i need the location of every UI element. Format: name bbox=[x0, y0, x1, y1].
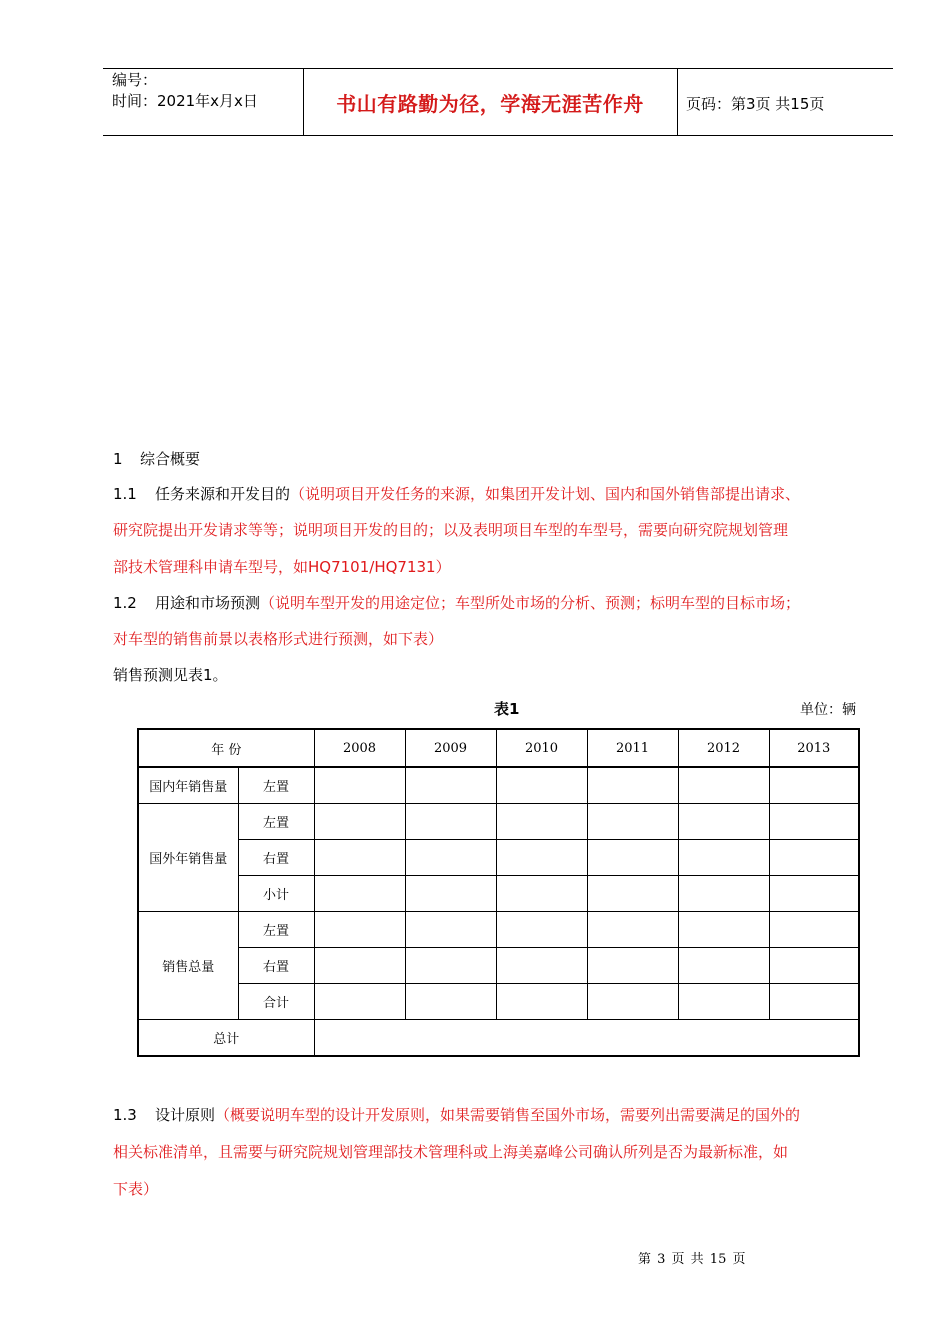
row-group-label: 国内年销售量 bbox=[138, 767, 238, 804]
year-cell: 2013 bbox=[769, 729, 859, 767]
table-row bbox=[138, 912, 859, 948]
data-cell bbox=[496, 804, 587, 840]
grand-total-label: 总计 bbox=[138, 1020, 314, 1057]
table-row bbox=[138, 804, 859, 840]
section-1-1-line-1 bbox=[113, 483, 800, 504]
section-1-3-line-1 bbox=[113, 1104, 800, 1125]
data-cell bbox=[405, 912, 496, 948]
year-cell: 2011 bbox=[587, 729, 678, 767]
header-meta bbox=[112, 70, 258, 112]
row-group-label: 销售总量 bbox=[138, 912, 238, 1020]
header-divider-right bbox=[677, 69, 678, 136]
section-1-3-note-3: 下表） bbox=[113, 1180, 159, 1198]
table-caption: 表1 bbox=[494, 700, 520, 718]
table-row bbox=[138, 1020, 859, 1057]
section-1-1-number: 1.1 bbox=[113, 485, 137, 503]
data-cell bbox=[769, 804, 859, 840]
section-1-2-title: 用途和市场预测 bbox=[155, 594, 261, 612]
section-1-2-note-2: 对车型的销售前景以表格形式进行预测，如下表） bbox=[113, 630, 444, 648]
data-cell bbox=[769, 876, 859, 912]
data-cell bbox=[405, 804, 496, 840]
section-1-1-note-3: 部技术管理科申请车型号，如HQ7101/HQ7131） bbox=[113, 558, 451, 576]
section-1-2-note-1: （说明车型开发的用途定位；车型所处市场的分析、预测；标明车型的目标市场； bbox=[260, 594, 801, 612]
data-cell bbox=[678, 876, 769, 912]
data-cell bbox=[405, 767, 496, 804]
row-sub-label: 左置 bbox=[238, 767, 314, 804]
data-cell bbox=[587, 912, 678, 948]
data-cell bbox=[314, 767, 405, 804]
data-cell bbox=[496, 767, 587, 804]
data-cell bbox=[587, 876, 678, 912]
year-cell: 2008 bbox=[314, 729, 405, 767]
year-cell: 2010 bbox=[496, 729, 587, 767]
row-sub-label: 小计 bbox=[238, 876, 314, 912]
data-cell bbox=[678, 840, 769, 876]
data-cell bbox=[314, 984, 405, 1020]
section-1-3-note-2: 相关标准清单，且需要与研究院规划管理部技术管理科或上海美嘉峰公司确认所列是否为最新标准，如 bbox=[113, 1143, 789, 1161]
data-cell bbox=[769, 912, 859, 948]
row-sub-label: 右置 bbox=[238, 840, 314, 876]
data-cell bbox=[678, 804, 769, 840]
data-cell bbox=[314, 876, 405, 912]
section-1-3-title: 设计原则 bbox=[155, 1106, 216, 1124]
section-1-3-number: 1.3 bbox=[113, 1106, 137, 1124]
section-1-2-number: 1.2 bbox=[113, 594, 137, 612]
table-header-row bbox=[138, 729, 859, 767]
section-1-heading bbox=[113, 448, 200, 469]
sales-forecast-reference: 销售预测见表1。 bbox=[113, 666, 228, 684]
data-cell bbox=[405, 840, 496, 876]
header-page-info: 页码：第3页 共15页 bbox=[686, 95, 825, 113]
section-1-1-title: 任务来源和开发目的 bbox=[155, 485, 291, 503]
page-footer: 第 3 页 共 15 页 bbox=[638, 1252, 746, 1267]
time-label: 时间：2021年x月x日 bbox=[112, 92, 258, 110]
data-cell bbox=[587, 767, 678, 804]
data-cell bbox=[587, 840, 678, 876]
data-cell bbox=[769, 767, 859, 804]
row-group-label: 国外年销售量 bbox=[138, 804, 238, 912]
data-cell bbox=[678, 948, 769, 984]
data-cell bbox=[314, 912, 405, 948]
data-cell bbox=[496, 840, 587, 876]
data-cell bbox=[496, 912, 587, 948]
year-cell: 2012 bbox=[678, 729, 769, 767]
table-row bbox=[138, 984, 859, 1020]
data-cell bbox=[587, 984, 678, 1020]
grand-total-cell bbox=[314, 1020, 859, 1057]
data-cell bbox=[769, 948, 859, 984]
data-cell bbox=[405, 984, 496, 1020]
table-unit: 单位：辆 bbox=[800, 702, 856, 718]
table-row bbox=[138, 876, 859, 912]
section-1-number: 1 bbox=[113, 450, 123, 468]
data-cell bbox=[314, 804, 405, 840]
data-cell bbox=[678, 912, 769, 948]
data-cell bbox=[314, 948, 405, 984]
data-cell bbox=[587, 948, 678, 984]
header-top-rule bbox=[103, 68, 893, 69]
serial-label: 编号： bbox=[112, 71, 158, 89]
data-cell bbox=[496, 984, 587, 1020]
data-cell bbox=[405, 876, 496, 912]
data-cell bbox=[314, 840, 405, 876]
data-cell bbox=[769, 840, 859, 876]
data-cell bbox=[496, 876, 587, 912]
data-cell bbox=[587, 804, 678, 840]
section-1-2-line-1 bbox=[113, 592, 800, 613]
data-cell bbox=[769, 984, 859, 1020]
table-row bbox=[138, 948, 859, 984]
header-motto: 书山有路勤为径，学海无涯苦作舟 bbox=[336, 92, 644, 116]
table-row bbox=[138, 840, 859, 876]
header-bottom-rule bbox=[103, 135, 893, 136]
section-1-1-note-2: 研究院提出开发请求等等；说明项目开发的目的；以及表明项目车型的车型号，需要向研究院规划管理 bbox=[113, 521, 789, 539]
row-sub-label: 左置 bbox=[238, 804, 314, 840]
section-1-title: 综合概要 bbox=[140, 450, 201, 468]
section-1-3-note-1: （概要说明车型的设计开发原则，如果需要销售至国外市场，需要列出需要满足的国外的 bbox=[215, 1106, 801, 1124]
sales-forecast-table bbox=[137, 728, 860, 1057]
row-sub-label: 右置 bbox=[238, 948, 314, 984]
row-sub-label: 合计 bbox=[238, 984, 314, 1020]
table-row bbox=[138, 767, 859, 804]
section-1-1-note-1: （说明项目开发任务的来源，如集团开发计划、国内和国外销售部提出请求、 bbox=[290, 485, 801, 503]
year-cell: 2009 bbox=[405, 729, 496, 767]
data-cell bbox=[678, 767, 769, 804]
data-cell bbox=[496, 948, 587, 984]
data-cell bbox=[678, 984, 769, 1020]
row-sub-label: 左置 bbox=[238, 912, 314, 948]
data-cell bbox=[405, 948, 496, 984]
year-header-cell: 年 份 bbox=[138, 729, 314, 767]
